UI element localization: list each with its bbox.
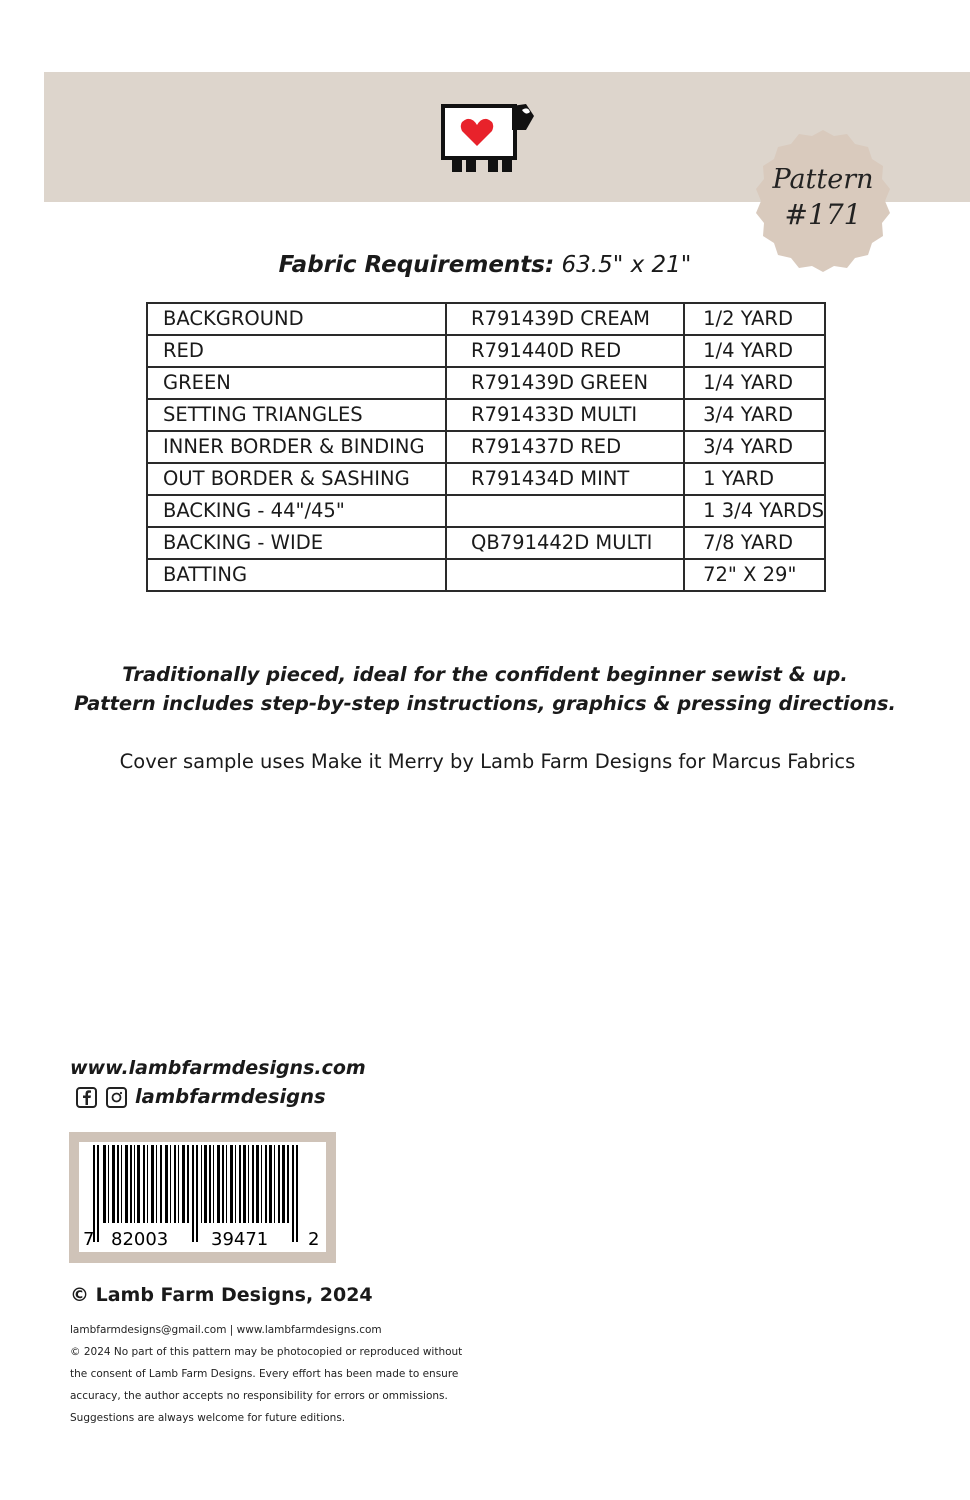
barcode <box>79 1142 326 1252</box>
table-row <box>147 399 825 431</box>
fabric-amount: 1/2 YARD <box>684 303 825 335</box>
social-handle[interactable]: lambfarmdesigns <box>135 1085 326 1108</box>
legal-line: © 2024 No part of this pattern may be photocopied or reproduced without <box>70 1346 463 1358</box>
fabric-code: R791433D MULTI <box>446 399 684 431</box>
barcode-digit: 7 <box>83 1229 95 1250</box>
contact-line: lambfarmdesigns@gmail.com | www.lambfarmdesigns.com <box>70 1324 382 1336</box>
fabric-requirements-heading <box>0 252 970 278</box>
instagram-icon[interactable] <box>106 1087 127 1108</box>
fabric-amount: 1/4 YARD <box>684 367 825 399</box>
fabric-heading-size: 63.5" x 21" <box>561 252 692 278</box>
cover-sample-note: Cover sample uses Make it Merry by Lamb Farm Designs for Marcus Fabrics <box>119 750 856 773</box>
legal-line: Suggestions are always welcome for future editions. <box>70 1412 346 1424</box>
fabric-amount: 1/4 YARD <box>684 335 825 367</box>
sheep-logo-icon <box>440 100 536 175</box>
table-row <box>147 303 825 335</box>
badge-pattern-label: Pattern <box>772 164 874 195</box>
fabric-code: R791434D MINT <box>446 463 684 495</box>
table-row <box>147 367 825 399</box>
fabric-code <box>446 559 684 591</box>
barcode-digit: 82003 <box>111 1229 169 1250</box>
description-line-1: Traditionally pieced, ideal for the confident beginner sewist & up. <box>122 663 848 686</box>
fabric-name: SETTING TRIANGLES <box>147 399 446 431</box>
fabric-amount: 7/8 YARD <box>684 527 825 559</box>
table-row <box>147 527 825 559</box>
facebook-icon[interactable] <box>76 1087 97 1108</box>
fabric-name: BATTING <box>147 559 446 591</box>
barcode-digit: 2 <box>308 1229 320 1250</box>
table-row <box>147 559 825 591</box>
fabric-name: RED <box>147 335 446 367</box>
fabric-heading-label: Fabric Requirements: <box>278 252 555 278</box>
website-link[interactable]: www.lambfarmdesigns.com <box>70 1057 366 1079</box>
badge-pattern-number: #171 <box>784 198 862 231</box>
barcode-icon <box>79 1142 326 1252</box>
fabric-code: R791439D GREEN <box>446 367 684 399</box>
fabric-amount: 72" X 29" <box>684 559 825 591</box>
fabric-name: BACKING - 44"/45" <box>147 495 446 527</box>
fabric-amount: 1 YARD <box>684 463 825 495</box>
barcode-frame <box>69 1132 336 1263</box>
legal-line: accuracy, the author accepts no responsibility for errors or ommissions. <box>70 1390 448 1402</box>
fabric-name: BACKGROUND <box>147 303 446 335</box>
fabric-code: R791437D RED <box>446 431 684 463</box>
fabric-code: QB791442D MULTI <box>446 527 684 559</box>
table-row <box>147 431 825 463</box>
fabric-amount: 1 3/4 YARDS <box>684 495 825 527</box>
fabric-amount: 3/4 YARD <box>684 399 825 431</box>
fabric-name: GREEN <box>147 367 446 399</box>
fabric-table <box>146 302 826 592</box>
fabric-name: BACKING - WIDE <box>147 527 446 559</box>
fabric-name: OUT BORDER & SASHING <box>147 463 446 495</box>
table-row <box>147 495 825 527</box>
copyright: © Lamb Farm Designs, 2024 <box>70 1284 373 1306</box>
fabric-amount: 3/4 YARD <box>684 431 825 463</box>
fabric-code <box>446 495 684 527</box>
fabric-name: INNER BORDER & BINDING <box>147 431 446 463</box>
table-row <box>147 463 825 495</box>
table-row <box>147 335 825 367</box>
legal-line: the consent of Lamb Farm Designs. Every effort has been made to ensure <box>70 1368 459 1380</box>
fabric-code: R791439D CREAM <box>446 303 684 335</box>
barcode-digit: 39471 <box>211 1229 269 1250</box>
description-line-2: Pattern includes step-by-step instructions, graphics & pressing directions. <box>74 692 896 715</box>
fabric-code: R791440D RED <box>446 335 684 367</box>
